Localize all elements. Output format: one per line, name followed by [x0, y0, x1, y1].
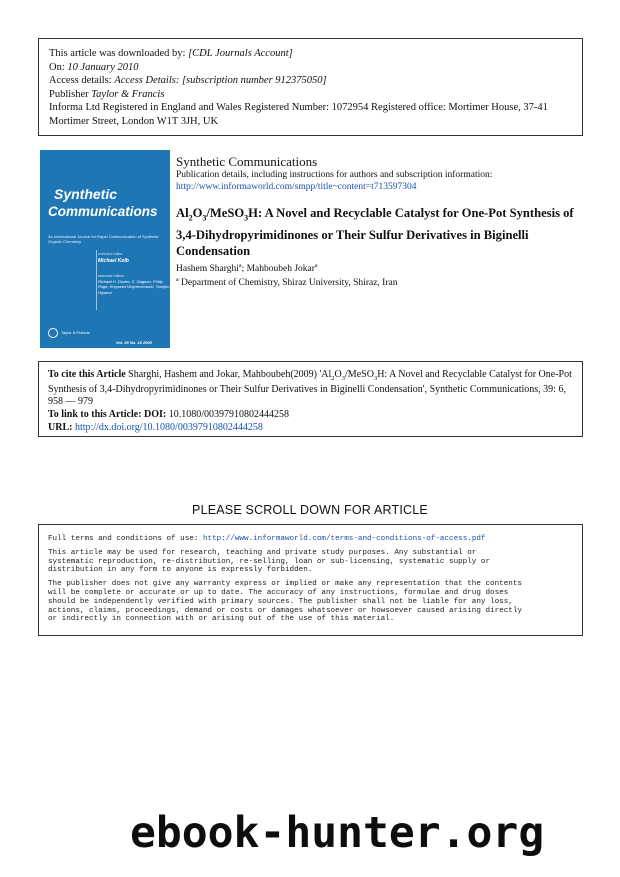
watermark-text: ebook-hunter.org: [130, 808, 545, 858]
doi-value: 10.1080/00397910802444258: [166, 408, 290, 420]
cover-title-line1: Synthetic: [54, 186, 118, 202]
cover-subtitle: An International Journal for Rapid Communication of Synthetic Organic Chemistry: [48, 234, 159, 244]
cover-assoc-editors: Richard H. Dozier, S. Gagnon, Philip Page, Krzysztof Wojciechowski, Tomijiro Hiyama: [98, 279, 170, 295]
doi-line: To link to this Article: DOI: 10.1080/00397910802444258: [48, 408, 290, 420]
citation-text: To cite this Article Sharghi, Hashem and Jokar, Mahboubeh(2009) '$Al_2O_3/MeSO_3H$: A Novel and Recyclable Catalyst for One-Pot Synthesis of 3,4-Dihydropyrimidinones or Their Sulfur Derivatives in Biginelli Condensation', Synthetic Communications, 39: 6, 958 — 979: [48, 369, 572, 407]
terms-disclaimer-paragraph: The publisher does not give any warranty express or implied or make any representation that the contents will be complete or accurate or up to date. The accuracy of any instructions, formulae and drug doses should be independently verified with primary sources. The publisher shall not be liable for any loss, actions, claims, proceedings, demand or costs or damages whatsoever or howsoever caused arising directly or indirectly in connection with or arising out of the use of this material.: [48, 580, 522, 624]
downloaded-by-line: This article was downloaded by: [CDL Journals Account]: [49, 48, 293, 59]
access-details: Access Details: [subscription number 912375050]: [114, 75, 327, 87]
access-details-line: Access details: Access Details: [subscription number 912375050]: [49, 75, 327, 87]
doi-url-link[interactable]: http://dx.doi.org/10.1080/00397910802444258: [74, 422, 263, 434]
publisher-name: Taylor & Francis: [91, 88, 165, 100]
cover-volume: Vol. 35 No. 18 2005: [116, 340, 152, 345]
publication-details: Publication details, including instructions for authors and subscription information:: [176, 170, 493, 180]
cover-publisher: Taylor & Francis: [61, 330, 90, 335]
scroll-down-note: PLEASE SCROLL DOWN FOR ARTICLE: [192, 503, 428, 517]
registered-office-line: Informa Ltd Registered in England and Wales Registered Number: 1072954 Registered office: Mortimer House, 37-41 Mortimer Street, London W1T 3JH, UK: [49, 102, 548, 127]
terms-box: [38, 524, 583, 636]
cover-divider: [96, 250, 97, 310]
publisher-logo-icon: [48, 328, 58, 338]
terms-usage-paragraph: This article may be used for research, teaching and private study purposes. Any substantial or systematic reproduction, re-distribution, re-selling, loan or sub-licensing, systematic supply or distribution in any form to anyone is expressly forbidden.: [48, 548, 491, 575]
journal-cover-image: [40, 150, 170, 348]
article-authors: Hashem Sharghi$^a$; Mahboubeh Jokar$^a$: [176, 262, 318, 274]
citation-box: [38, 361, 583, 437]
cover-assoc-label: associate editors: [98, 274, 125, 278]
cover-title-line2: Communications: [48, 204, 158, 219]
url-line: URL: http://dx.doi.org/10.1080/00397910802444258: [48, 422, 263, 434]
journal-url-link[interactable]: http://www.informaworld.com/smpp/title~content=t713597304: [176, 181, 417, 192]
terms-url-link[interactable]: http://www.informaworld.com/terms-and-conditions-of-access.pdf: [202, 535, 486, 543]
cover-editor-label: executive editor: [98, 252, 123, 256]
download-info-box: [38, 38, 583, 136]
cover-editor: Michael Kolb: [98, 258, 129, 264]
journal-name: Synthetic Communications: [176, 154, 318, 169]
terms-url-line: Full terms and conditions of use: http://www.informaworld.com/terms-and-conditions-of-access.pdf: [48, 535, 486, 543]
account-name: [CDL Journals Account]: [188, 48, 293, 59]
download-date-line: On: 10 January 2010: [49, 61, 139, 73]
download-date: 10 January 2010: [67, 61, 139, 73]
article-title: $Al_2O_3/MeSO_3H$: A Novel and Recyclable Catalyst for One-Pot Synthesis of 3,4-Dihydropyrimidinones or Their Sulfur Derivatives in Biginelli Condensation: [176, 206, 574, 258]
author-affiliation: $^a$ Department of Chemistry, Shiraz University, Shiraz, Iran: [176, 277, 398, 289]
article-header: [176, 154, 586, 290]
publisher-line: Publisher Taylor & Francis: [49, 88, 165, 100]
